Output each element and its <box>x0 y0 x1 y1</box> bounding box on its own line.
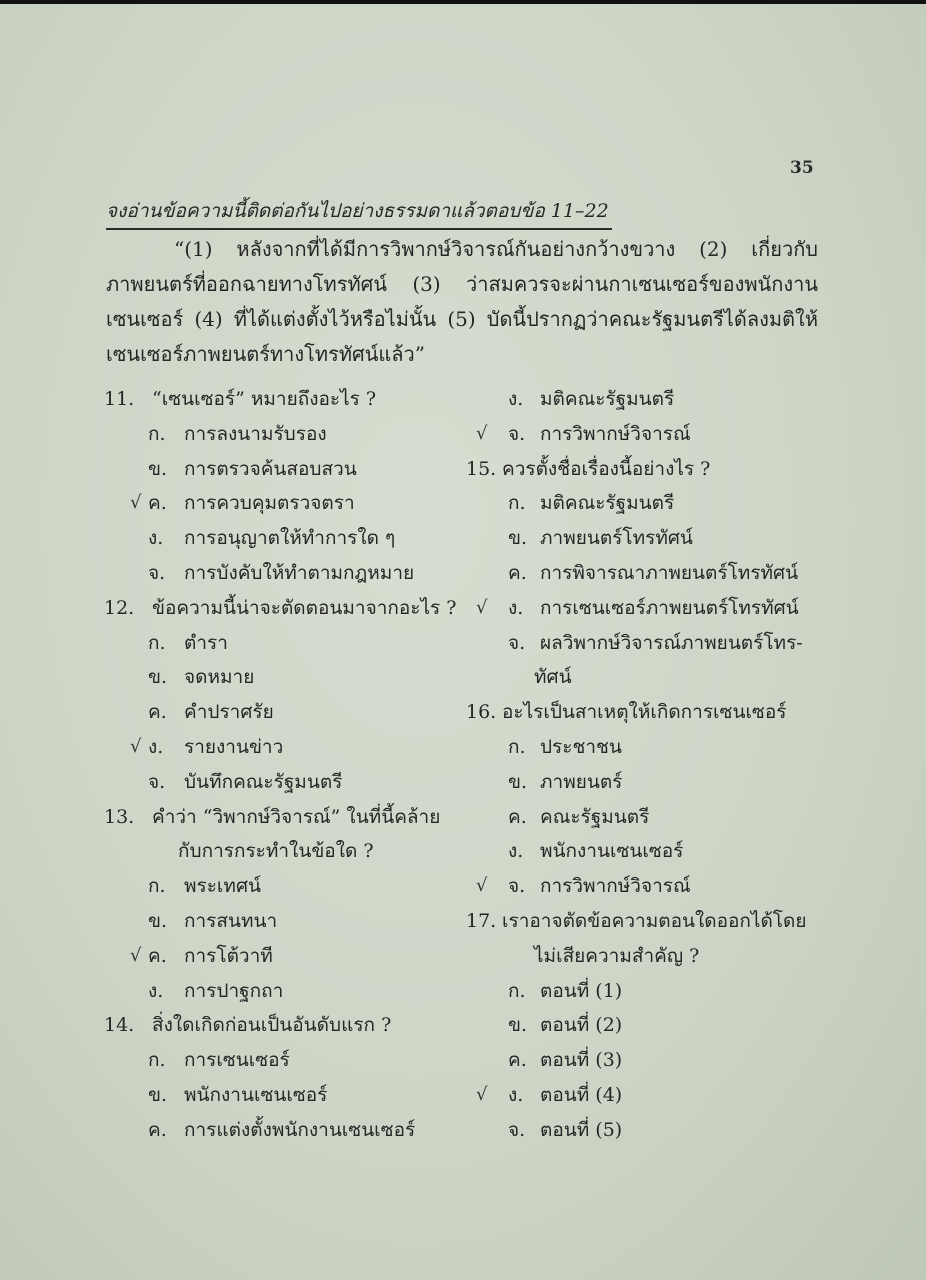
answer-option <box>104 695 464 729</box>
question-11 <box>104 382 464 416</box>
answer-option <box>104 1078 464 1112</box>
answer-option <box>104 521 464 555</box>
answer-option <box>104 730 464 764</box>
answer-option <box>104 1043 464 1077</box>
option-text: พนักงานเซนเซอร์ <box>540 840 684 863</box>
check-mark-icon: √ <box>476 596 488 618</box>
option-text: มติคณะรัฐมนตรี <box>540 388 675 410</box>
option-text: ตำรา <box>184 631 228 654</box>
option-text: การเซนเซอร์ภาพยนตร์โทรทัศน์ <box>540 596 799 619</box>
option-text: พระเทศน์ <box>184 875 262 898</box>
question-16 <box>466 695 826 729</box>
option-text: การลงนามรับรอง <box>184 422 327 445</box>
option-label: จ. <box>508 631 526 654</box>
answer-option <box>466 765 826 799</box>
option-text: ตอนที่ (5) <box>540 1118 623 1141</box>
answer-option <box>104 904 464 938</box>
option-text: ตอนที่ (4) <box>540 1084 623 1106</box>
option-label: ค. <box>148 944 167 967</box>
option-text: มติคณะรัฐมนตรี <box>540 492 675 515</box>
question-text: ไม่เสียความสำคัญ ? <box>534 944 700 967</box>
answer-option <box>466 626 826 660</box>
option-text: การวิพากษ์วิจารณ์ <box>540 422 691 445</box>
option-text: การพิจารณาภาพยนตร์โทรทัศน์ <box>540 562 799 584</box>
option-text: คณะรัฐมนตรี <box>540 805 650 828</box>
answer-option <box>466 974 826 1008</box>
option-label: จ. <box>508 875 526 898</box>
option-text: รายงานข่าว <box>184 736 284 758</box>
answer-option <box>104 869 464 903</box>
option-label: ง. <box>508 388 524 410</box>
option-label: ง. <box>148 736 164 758</box>
option-label: ค. <box>508 562 527 584</box>
option-label: ข. <box>148 1084 168 1106</box>
answer-option <box>104 486 464 520</box>
answer-option <box>466 1043 826 1077</box>
answer-option <box>104 556 464 590</box>
option-label: ง. <box>148 527 164 550</box>
option-text: ตอนที่ (3) <box>540 1049 623 1072</box>
check-mark-icon: √ <box>476 1084 488 1105</box>
option-label: ง. <box>148 979 164 1002</box>
option-label: ง. <box>508 840 524 863</box>
option-text: การโต้วาที <box>184 944 273 967</box>
left-question-column <box>104 382 464 1162</box>
option-text: การวิพากษ์วิจารณ์ <box>540 875 691 898</box>
option-label: ค. <box>508 805 527 828</box>
answer-option <box>466 556 826 590</box>
option-text: ผลวิพากษ์วิจารณ์ภาพยนตร์โทร- <box>540 631 803 654</box>
question-text: เราอาจตัดข้อความตอนใดออกได้โดย <box>502 910 807 932</box>
check-mark-icon: √ <box>130 736 142 757</box>
answer-option <box>466 869 826 903</box>
answer-option <box>104 417 464 451</box>
answer-option <box>466 591 826 625</box>
right-question-column <box>466 382 826 1162</box>
question-13 <box>104 800 464 834</box>
answer-option <box>104 765 464 799</box>
question-text-continued <box>466 939 826 973</box>
answer-option <box>104 452 464 486</box>
option-label: ข. <box>508 527 528 550</box>
option-text: ตอนที่ (1) <box>540 979 623 1002</box>
option-label: ค. <box>148 1118 167 1141</box>
reading-passage: “(1) หลังจากที่ได้มีการวิพากษ์วิจารณ์กันอย่างกว้างขวาง (2) เกี่ยวกับภาพยนตร์ที่ออกฉายทางโทรทัศน์ (3) ว่าสมควรจะผ่านกาเซนเซอร์ของพนักงานเซนเซอร์ (4) ที่ได้แต่งตั้งไว้หรือไม่นั้น (5) บัดนี้ปรากฏว่าคณะรัฐมนตรีได้ลงมติให้เซนเซอร์ภาพยนตร์ทางโทรทัศน์แล้ว” <box>106 237 818 366</box>
question-text: สิ่งใดเกิดก่อนเป็นอันดับแรก ? <box>152 1014 392 1037</box>
answer-option <box>466 486 826 520</box>
question-text: อะไรเป็นสาเหตุให้เกิดการเซนเซอร์ <box>502 701 787 724</box>
answer-option <box>104 939 464 973</box>
check-mark-icon: √ <box>130 492 142 514</box>
option-text: ตอนที่ (2) <box>540 1014 623 1037</box>
option-text: การปาฐกถา <box>184 979 284 1002</box>
question-text-continued <box>104 834 464 868</box>
question-17 <box>466 904 826 938</box>
instruction-heading: จงอ่านข้อความนี้ติดต่อกันไปอย่างธรรมดาแล้วตอบข้อ 11–22 <box>106 196 612 230</box>
option-label: ก. <box>148 1049 166 1072</box>
option-label: จ. <box>508 1118 526 1141</box>
question-text: ข้อความนี้น่าจะตัดตอนมาจากอะไร ? <box>152 596 457 619</box>
option-label: ก. <box>508 979 526 1002</box>
option-label: จ. <box>508 422 526 445</box>
question-number: 16. <box>466 701 497 724</box>
option-text: การบังคับให้ทำตามกฎหมาย <box>184 562 415 584</box>
question-number: 11. <box>104 388 135 410</box>
option-label: ข. <box>148 666 168 689</box>
question-14 <box>104 1008 464 1042</box>
option-label: ข. <box>148 910 168 932</box>
answer-option <box>466 1008 826 1042</box>
option-text: คำปราศรัย <box>184 701 274 724</box>
question-number: 17. <box>466 910 497 932</box>
answer-option <box>466 834 826 868</box>
option-text: การเซนเซอร์ <box>184 1049 290 1072</box>
option-label: ค. <box>148 492 167 515</box>
option-label: ก. <box>508 736 526 758</box>
option-label: ง. <box>508 596 524 619</box>
option-label: ค. <box>148 701 167 724</box>
answer-option <box>466 800 826 834</box>
question-12 <box>104 591 464 625</box>
check-mark-icon: √ <box>476 875 488 897</box>
answer-option <box>466 521 826 555</box>
option-label: ก. <box>508 492 526 515</box>
option-label: จ. <box>148 562 166 584</box>
option-label: ข. <box>508 770 528 793</box>
option-label: ก. <box>148 875 166 898</box>
option-text: การแต่งตั้งพนักงานเซนเซอร์ <box>184 1118 416 1141</box>
question-text: คำว่า “วิพากษ์วิจารณ์” ในที่นี้คล้าย <box>152 805 441 828</box>
answer-option <box>104 974 464 1008</box>
answer-option <box>466 730 826 764</box>
question-text: ทัศน์ <box>534 666 572 689</box>
option-text: การควบคุมตรวจตรา <box>184 492 355 515</box>
question-text: ควรตั้งชื่อเรื่องนี้อย่างไร ? <box>502 457 711 480</box>
option-text: การสนทนา <box>184 910 278 932</box>
option-text: พนักงานเซนเซอร์ <box>184 1084 328 1106</box>
option-text: ภาพยนตร์โทรทัศน์ <box>540 527 693 550</box>
question-number: 13. <box>104 805 135 828</box>
check-mark-icon: √ <box>130 944 142 966</box>
option-text: ประชาชน <box>540 736 622 758</box>
option-label: ข. <box>508 1014 528 1037</box>
page-number: 35 <box>790 158 814 178</box>
question-number: 14. <box>104 1014 135 1037</box>
answer-option <box>466 382 826 416</box>
answer-option <box>104 660 464 694</box>
option-text: จดหมาย <box>184 666 255 689</box>
answer-option <box>104 1113 464 1147</box>
option-text: บันทึกคณะรัฐมนตรี <box>184 770 343 793</box>
option-label: ค. <box>508 1049 527 1072</box>
question-text-continued <box>466 660 826 694</box>
option-text: การตรวจค้นสอบสวน <box>184 457 357 480</box>
question-15 <box>466 452 826 486</box>
option-label: ก. <box>148 422 166 445</box>
option-text: การอนุญาตให้ทำการใด ๆ <box>184 527 396 550</box>
question-text: กับการกระทำในข้อใด ? <box>178 840 374 863</box>
answer-option <box>104 626 464 660</box>
exam-page <box>0 4 926 1280</box>
check-mark-icon: √ <box>476 422 488 444</box>
option-label: จ. <box>148 770 166 793</box>
answer-option <box>466 1078 826 1112</box>
question-number: 12. <box>104 596 135 619</box>
question-text: “เซนเซอร์” หมายถึงอะไร ? <box>152 388 377 410</box>
option-text: ภาพยนตร์ <box>540 770 623 793</box>
question-number: 15. <box>466 457 497 480</box>
answer-option <box>466 417 826 451</box>
option-label: ก. <box>148 631 166 654</box>
option-label: ข. <box>148 457 168 480</box>
option-label: ง. <box>508 1084 524 1106</box>
answer-option <box>466 1113 826 1147</box>
